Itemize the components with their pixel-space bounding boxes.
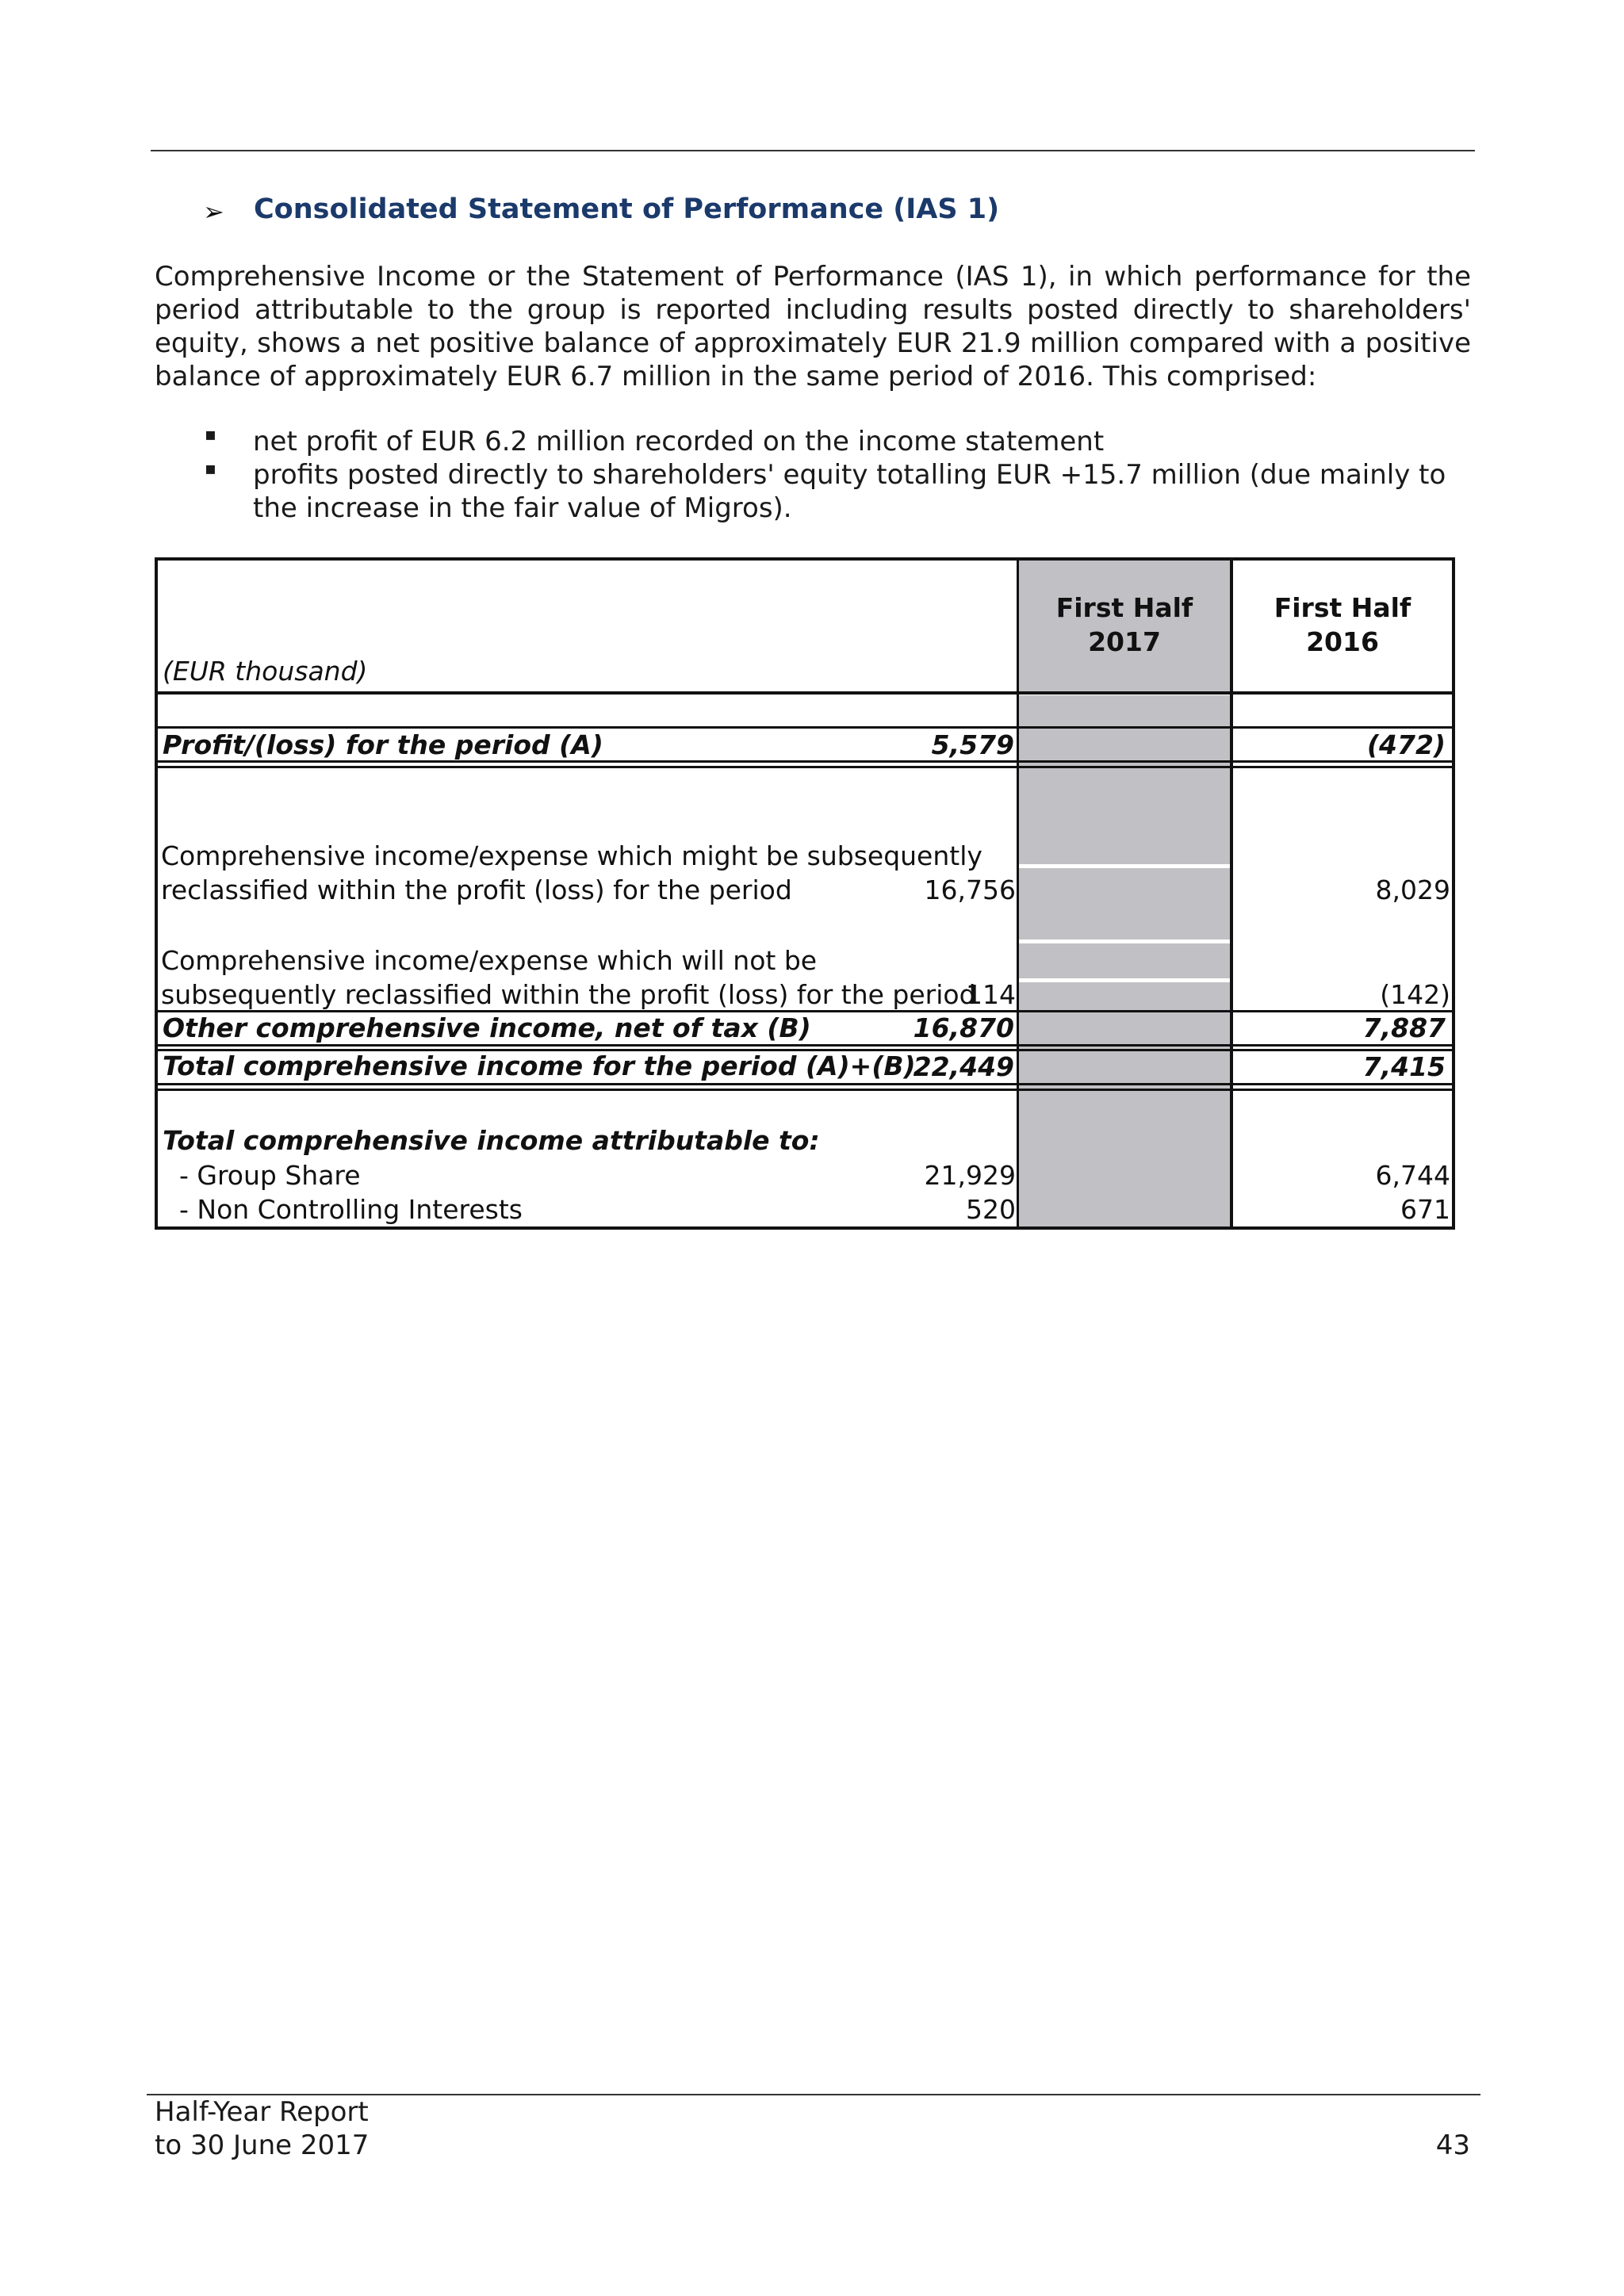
- shade-header-2017: [1019, 557, 1230, 691]
- nci-2017: 520: [966, 1194, 1016, 1225]
- reclass-label-line2: reclassified within the profit (loss) for the period: [161, 874, 792, 905]
- table-border-bottom: [155, 1226, 1455, 1230]
- top-rule: [151, 150, 1475, 151]
- reclass-label-line1: Comprehensive income/expense which might be subsequently: [161, 840, 982, 871]
- square-bullet-icon: ▪: [205, 425, 216, 445]
- performance-table: [155, 557, 1455, 1230]
- shade-mid2-2017: [1019, 943, 1230, 978]
- bullet-text: profits posted directly to shareholders' equity totalling EUR +15.7 million (due mainly to the increase in the fair value of Migros).: [253, 459, 1446, 524]
- intro-paragraph: Comprehensive Income or the Statement of Performance (IAS 1), in which performance for the period attributable to the group is reported including results posted directly to shareholders' equity, shows a net positive balance of approximately EUR 21.9 million compared with a positive balance of approximately EUR 6.7 million in the same period of 2016. This comprised:: [155, 261, 1471, 392]
- reclass-2016: 8,029: [1375, 874, 1450, 905]
- nonreclass-2017: 114: [966, 979, 1016, 1010]
- square-bullet-icon: ▪: [205, 459, 216, 479]
- shade-mid-2017: [1019, 868, 1230, 939]
- col-2017-heading: First Half: [1055, 592, 1193, 623]
- table-border-col2: [1230, 557, 1233, 1230]
- table-border-col1: [1017, 557, 1019, 1230]
- col-2016-year: 2016: [1306, 626, 1379, 657]
- bullet-text: net profit of EUR 6.2 million recorded on the income statement: [253, 426, 1105, 457]
- unit-label: (EUR thousand): [163, 656, 368, 687]
- page-number: 43: [1435, 2130, 1470, 2161]
- bottom-rule: [147, 2094, 1480, 2095]
- profit-label: Profit/(loss) for the period (A): [163, 729, 603, 760]
- profit-top-border: [155, 726, 1455, 729]
- oci-label: Other comprehensive income, net of tax (B): [163, 1012, 811, 1043]
- reclass-2017: 16,756: [924, 874, 1016, 905]
- shade-body-2017: [1019, 695, 1230, 864]
- total-bottom-border-1: [155, 1083, 1455, 1085]
- nci-2016: 671: [1400, 1194, 1450, 1225]
- nci-label: - Non Controlling Interests: [163, 1194, 523, 1225]
- col-2017-year: 2017: [1088, 626, 1161, 657]
- group-share-2017: 21,929: [924, 1160, 1016, 1191]
- total-2016: 7,415: [1362, 1051, 1446, 1082]
- shade-lower-2017: [1019, 982, 1230, 1226]
- table-border-left: [155, 557, 158, 1230]
- nonreclass-label-line1: Comprehensive income/expense which will not be: [161, 945, 818, 976]
- col-2016-heading: First Half: [1274, 592, 1411, 623]
- profit-bottom-border-2: [155, 766, 1455, 768]
- table-border-right: [1452, 557, 1455, 1230]
- total-2017: 22,449: [913, 1051, 1014, 1082]
- oci-bottom-border: [155, 1044, 1455, 1047]
- arrow-bullet-icon: ➢: [203, 197, 224, 227]
- footer-report-title: Half-Year Report: [155, 2096, 369, 2128]
- nonreclass-2016: (142): [1380, 979, 1450, 1010]
- group-share-label: - Group Share: [163, 1160, 361, 1191]
- profit-2016: (472): [1366, 729, 1446, 760]
- oci-2016: 7,887: [1362, 1012, 1446, 1043]
- table-border-top: [155, 557, 1455, 561]
- footer-report-date: to 30 June 2017: [155, 2130, 370, 2161]
- nonreclass-label-line2: subsequently reclassified within the profit (loss) for the period: [161, 979, 976, 1010]
- header-bottom-border: [155, 691, 1455, 695]
- group-share-2016: 6,744: [1375, 1160, 1450, 1191]
- oci-2017: 16,870: [913, 1012, 1014, 1043]
- total-label: Total comprehensive income for the period (A)+(B): [163, 1050, 916, 1081]
- attrib-heading: Total comprehensive income attributable to:: [163, 1125, 820, 1156]
- profit-2017: 5,579: [931, 729, 1014, 760]
- section-title: Consolidated Statement of Performance (IAS 1): [254, 193, 1000, 225]
- total-bottom-border-2: [155, 1089, 1455, 1091]
